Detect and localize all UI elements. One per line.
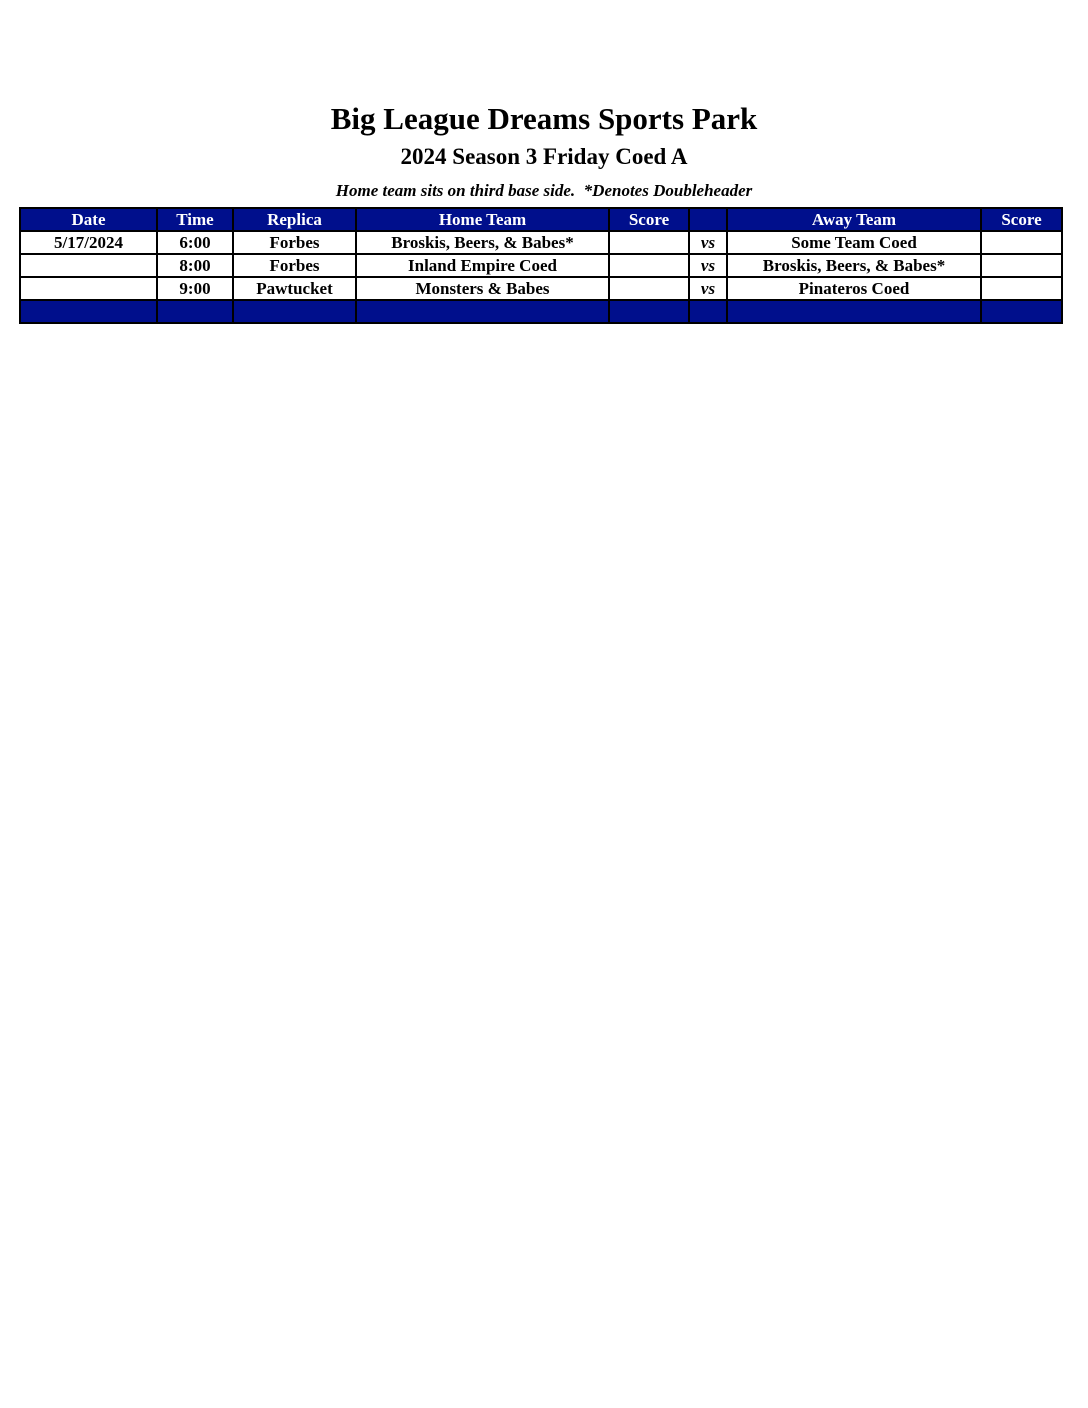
away-score bbox=[981, 277, 1062, 300]
game-time: 8:00 bbox=[157, 254, 233, 277]
footer-cell bbox=[233, 300, 356, 323]
game-date bbox=[20, 254, 157, 277]
page-title: Big League Dreams Sports Park bbox=[330, 101, 758, 136]
table-footer-bar bbox=[20, 300, 1062, 323]
game-time: 6:00 bbox=[157, 231, 233, 254]
footer-cell bbox=[356, 300, 609, 323]
home-score bbox=[609, 254, 689, 277]
footer-cell bbox=[727, 300, 981, 323]
column-header-replica: Replica bbox=[233, 208, 356, 231]
game-field: Forbes bbox=[233, 231, 356, 254]
home-score bbox=[609, 277, 689, 300]
versus-label: vs bbox=[689, 277, 727, 300]
table-row bbox=[20, 231, 1062, 254]
footer-cell bbox=[609, 300, 689, 323]
footer-cell bbox=[981, 300, 1062, 323]
game-date: 5/17/2024 bbox=[20, 231, 157, 254]
footer-cell bbox=[20, 300, 157, 323]
away-team: Some Team Coed bbox=[727, 231, 981, 254]
game-date bbox=[20, 277, 157, 300]
column-header-away-team: Away Team bbox=[727, 208, 981, 231]
home-team: Monsters & Babes bbox=[356, 277, 609, 300]
column-header-date: Date bbox=[20, 208, 157, 231]
column-header-home-team: Home Team bbox=[356, 208, 609, 231]
game-time: 9:00 bbox=[157, 277, 233, 300]
home-team: Inland Empire Coed bbox=[356, 254, 609, 277]
table-row bbox=[20, 277, 1062, 300]
footer-cell bbox=[157, 300, 233, 323]
home-team: Broskis, Beers, & Babes* bbox=[356, 231, 609, 254]
away-team: Broskis, Beers, & Babes* bbox=[727, 254, 981, 277]
table-row bbox=[20, 254, 1062, 277]
away-score bbox=[981, 254, 1062, 277]
column-header-time: Time bbox=[157, 208, 233, 231]
home-score bbox=[609, 231, 689, 254]
schedule-table bbox=[19, 207, 1063, 324]
season-subtitle: 2024 Season 3 Friday Coed A bbox=[400, 144, 688, 169]
column-header-away-score: Score bbox=[981, 208, 1062, 231]
away-score bbox=[981, 231, 1062, 254]
versus-label: vs bbox=[689, 231, 727, 254]
away-team: Pinateros Coed bbox=[727, 277, 981, 300]
game-field: Forbes bbox=[233, 254, 356, 277]
table-header-row bbox=[20, 208, 1062, 231]
versus-label: vs bbox=[689, 254, 727, 277]
schedule-note: Home team sits on third base side. *Denotes Doubleheader bbox=[335, 181, 753, 200]
footer-cell bbox=[689, 300, 727, 323]
column-header-home-score: Score bbox=[609, 208, 689, 231]
game-field: Pawtucket bbox=[233, 277, 356, 300]
column-header-vs bbox=[689, 208, 727, 231]
